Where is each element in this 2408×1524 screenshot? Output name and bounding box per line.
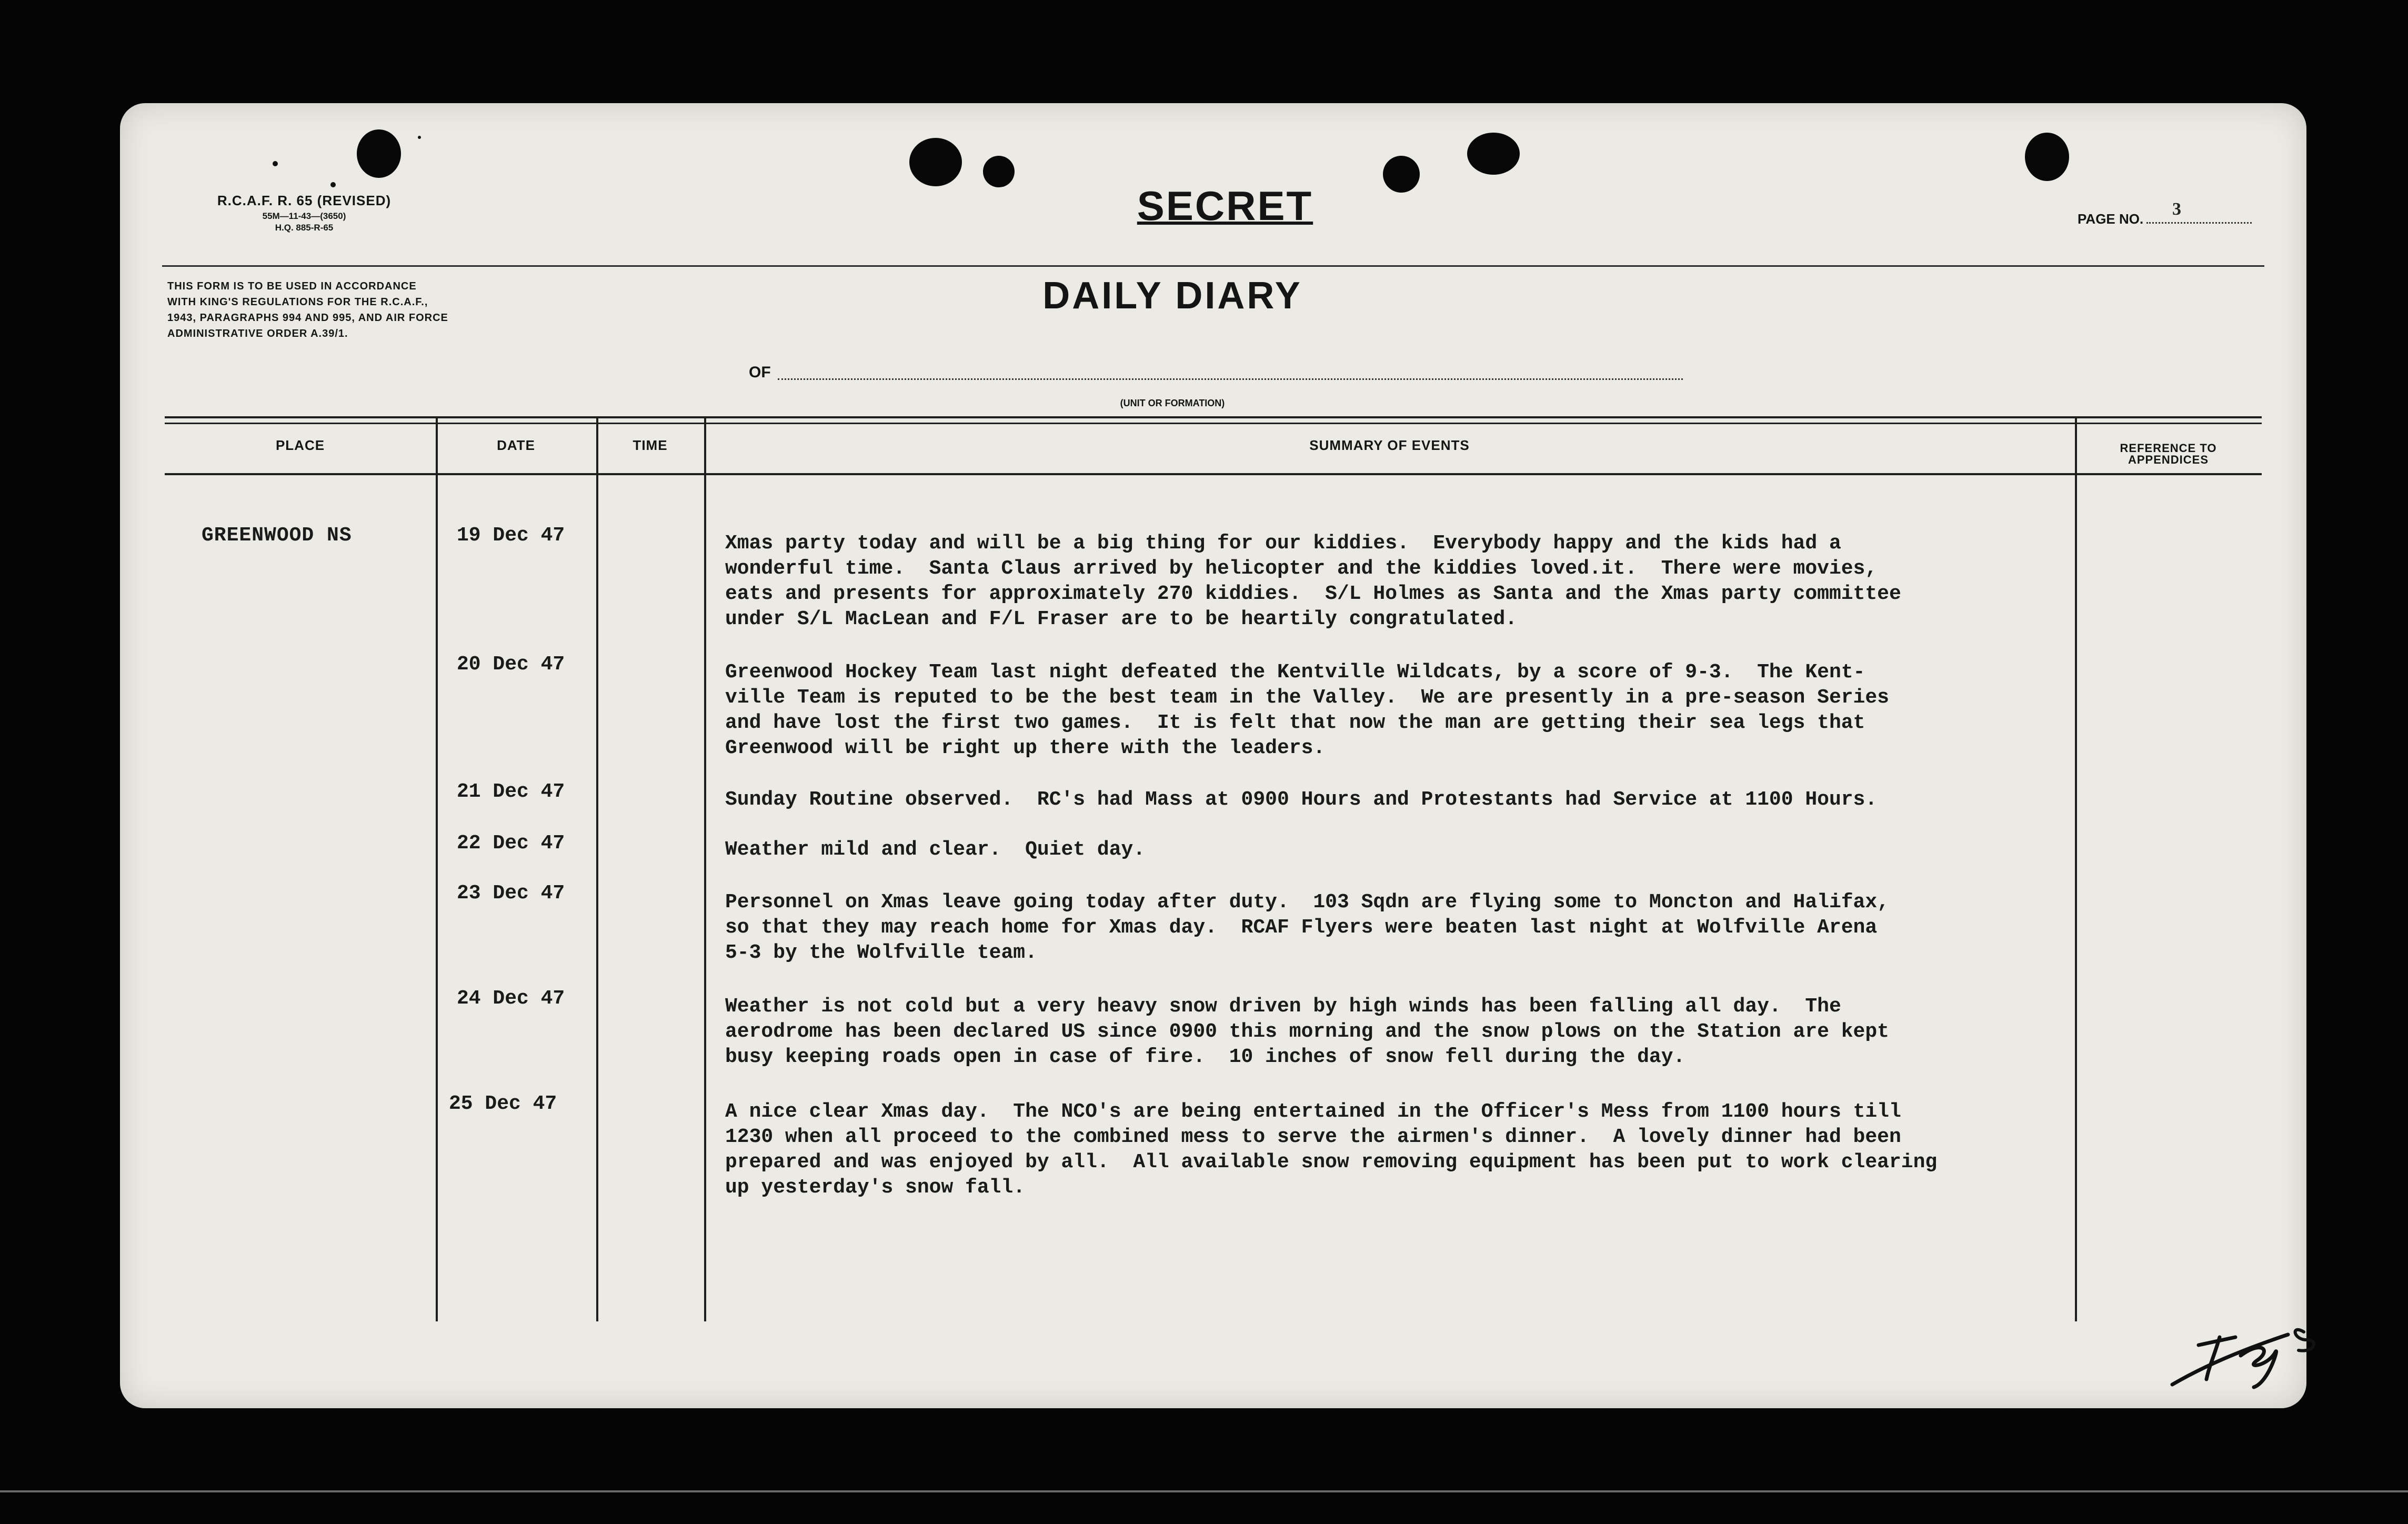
entry-date: 21 Dec 47 [457, 780, 565, 803]
column-header-time: TIME [633, 437, 668, 453]
unit-label: OF [749, 364, 771, 381]
place-cell: GREENWOOD NS [202, 524, 352, 547]
hq-reference: H.Q. 885-R-65 [275, 223, 334, 233]
column-header-place: PLACE [275, 437, 325, 453]
speck [273, 161, 278, 166]
binder-hole [2025, 133, 2069, 181]
regulation-note-line: THIS FORM IS TO BE USED IN ACCORDANCE [167, 280, 417, 292]
header-divider [162, 265, 2264, 267]
unit-dotted-line [778, 378, 1683, 380]
entry-date: 24 Dec 47 [457, 987, 565, 1010]
classification-heading: SECRET [1137, 183, 1313, 229]
column-divider [704, 416, 706, 1321]
form-number: R.C.A.F. R. 65 (REVISED) [217, 193, 392, 208]
entry-date: 23 Dec 47 [457, 882, 565, 905]
diary-page [120, 103, 2306, 1408]
page-number-label: PAGE NO. [2078, 211, 2144, 227]
binder-hole [1383, 156, 1420, 193]
form-identifier [173, 193, 436, 233]
page-number-dotted-line [2146, 222, 2252, 224]
speck [418, 136, 421, 139]
column-divider [596, 416, 598, 1321]
header-bottom-rule [165, 473, 2262, 475]
page-number-field [2078, 199, 2299, 227]
regulation-note [167, 278, 588, 342]
diary-table [165, 416, 2262, 1321]
column-divider [436, 416, 438, 1321]
unit-caption: (UNIT OR FORMATION) [1120, 398, 1225, 408]
entry-summary: Weather mild and clear. Quiet day. [725, 838, 1146, 861]
form-title: DAILY DIARY [1042, 275, 1302, 317]
entry-date: 19 Dec 47 [457, 524, 565, 547]
unit-field [749, 364, 771, 382]
entry-summary: A nice clear Xmas day. The NCO's are being entertained in the Officer's Mess from 1100 hours till 1230 when all proceed to the combined mess to serve the airmen's dinner. A lovely dinner had been prepared and was enjoyed by all. All available snow removing equipment has been put to work clearing up yesterday's snow fall. [725, 1100, 1938, 1199]
speck [330, 182, 336, 187]
column-header-date: DATE [497, 437, 535, 453]
entry-summary: Weather is not cold but a very heavy snow driven by high winds has been falling all day. The aerodrome has been declared US since 0900 this morning and the snow plows on the Station are kept busy keeping roads open in case of fire. 10 inches of snow fell during the day. [725, 995, 1889, 1068]
binder-hole [983, 156, 1015, 187]
binder-hole [909, 138, 962, 186]
entry-summary: Personnel on Xmas leave going today after duty. 103 Sqdn are flying some to Moncton and Halifax, so that they may reach home for Xmas day. RCAF Flyers were beaten last night at Wolfville Arena 5-3 by the Wolfville team. [725, 891, 1889, 964]
column-header-summary: SUMMARY OF EVENTS [1309, 437, 1470, 453]
regulation-note-line: ADMINISTRATIVE ORDER A.39/1. [167, 328, 348, 339]
table-top-rule [165, 416, 2262, 418]
binder-hole [357, 129, 401, 178]
print-code: 55M—11-43—(3650) [262, 211, 346, 221]
regulation-note-line: 1943, PARAGRAPHS 994 AND 995, AND AIR FORCE [167, 312, 448, 324]
page-number-value: 3 [2172, 199, 2181, 219]
entry-summary: Sunday Routine observed. RC's had Mass at 0900 Hours and Protestants had Service at 1100 Hours. [725, 788, 1878, 811]
binder-hole [1467, 133, 1520, 175]
regulation-note-line: WITH KING'S REGULATIONS FOR THE R.C.A.F., [167, 296, 428, 308]
handwritten-initials [2162, 1287, 2362, 1392]
column-header-reference [2075, 443, 2262, 466]
table-top-rule-inner [165, 423, 2262, 424]
entry-summary: Xmas party today and will be a big thing for our kiddies. Everybody happy and the kids had a wonderful time. Santa Claus arrived by helicopter and the kiddies loved.it. There were movies, eats and presents for approximately 270 kiddies. S/L Holmes as Santa and the Xmas party committee under S/L MacLean and F/L Fraser are to be heartily congratulated. [725, 532, 1901, 630]
reference-header-line: REFERENCE TO [2120, 442, 2217, 455]
entry-date: 20 Dec 47 [457, 653, 565, 676]
reference-header-line: APPENDICES [2128, 453, 2209, 466]
entry-date: 22 Dec 47 [457, 832, 565, 855]
scan-edge-line [0, 1490, 2408, 1492]
entry-date: 25 Dec 47 [449, 1092, 557, 1115]
entry-summary: Greenwood Hockey Team last night defeated the Kentville Wildcats, by a score of 9-3. The Kent- ville Team is reputed to be the best team in the Valley. We are presently in a pre-season Series and have lost the first two games. It is felt that now the man are getting their sea legs that Greenwood will be right up there with the leaders. [725, 661, 1889, 759]
